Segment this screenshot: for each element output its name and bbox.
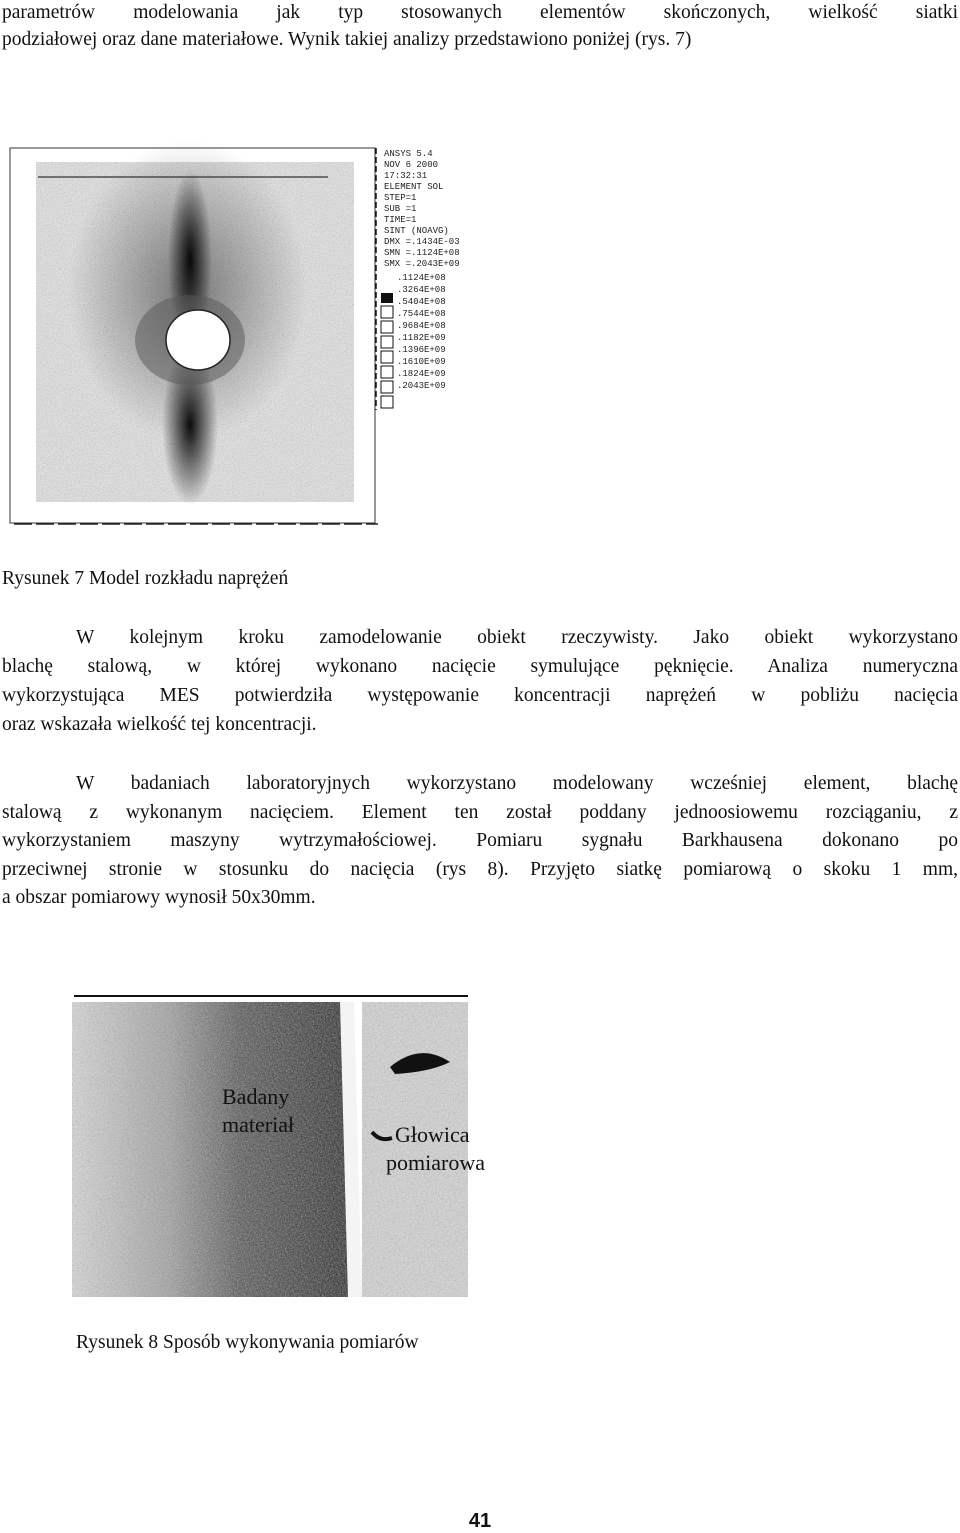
p2-line-4: przeciwnej stronie w stosunku do nacięcia (rys 8). Przyjęto siatkę pomiarową o skoku 1 mm, — [2, 859, 958, 880]
figure-8-caption: Rysunek 8 Sposób wykonywania pomiarów — [76, 1332, 419, 1353]
legend-header-line: SUB =1 — [384, 204, 417, 214]
legend-header-line: NOV 6 2000 — [384, 160, 439, 170]
notch-hole — [166, 310, 230, 370]
legend-value: .7544E+08 — [397, 309, 446, 319]
legend-text — [384, 149, 460, 391]
p2-line-3: wykorzystaniem maszyny wytrzymałościowej. Pomiaru sygnału Barkhausena dokonano po — [2, 830, 958, 851]
legend-header-line: DMX =.1434E-03 — [384, 237, 460, 247]
legend-value: .5404E+08 — [397, 297, 446, 307]
legend-header-line: TIME=1 — [384, 215, 417, 225]
legend-header-line: ELEMENT SOL — [384, 182, 444, 192]
label-sample-line2: materiał — [222, 1112, 295, 1137]
legend-header-line: 17:32:31 — [384, 171, 428, 181]
p1-line-2: blachę stalową, w której wykonano nacięcie symulujące pęknięcie. Analiza numeryczna — [2, 656, 958, 677]
legend-value: .3264E+08 — [397, 285, 446, 295]
figure-8-photo — [72, 992, 485, 1302]
legend-header-line: STEP=1 — [384, 193, 417, 203]
figure-7-stress-map — [8, 140, 463, 530]
legend-value: .1182E+09 — [397, 333, 446, 343]
legend-header-line: SINT (NOAVG) — [384, 226, 449, 236]
p1-line-3: wykorzystująca MES potwierdziła występowanie koncentracji naprężeń w pobliżu nacięcia — [2, 685, 958, 706]
intro-line-2: podziałowej oraz dane materiałowe. Wynik takiej analizy przedstawiono poniżej (rys. 7) — [2, 29, 692, 50]
legend-value: .1124E+08 — [397, 273, 446, 283]
legend-value: .9684E+08 — [397, 321, 446, 331]
p2-line-2: stalową z wykonanym nacięciem. Element ten został poddany jednoosiowemu rozciąganiu, z — [2, 802, 958, 823]
p2-line-1: W badaniach laboratoryjnych wykorzystano modelowany wcześniej element, blachę — [76, 773, 958, 794]
legend-header-line: SMN =.1124E+08 — [384, 248, 460, 258]
legend-value: .1610E+09 — [397, 357, 446, 367]
intro-line-1: parametrów modelowania jak typ stosowanych elementów skończonych, wielkość siatki — [2, 2, 958, 23]
legend-value: .1824E+09 — [397, 369, 446, 379]
p2-line-5: a obszar pomiarowy wynosił 50x30mm. — [2, 887, 316, 908]
figure-7-caption: Rysunek 7 Model rozkładu naprężeń — [2, 568, 289, 589]
label-head-line2: pomiarowa — [386, 1150, 485, 1175]
legend-header-line: SMX =.2043E+09 — [384, 259, 460, 269]
legend-boxes — [381, 293, 393, 408]
page-number: 41 — [468, 1510, 492, 1532]
legend-value: .2043E+09 — [397, 381, 446, 391]
legend-value: .1396E+09 — [397, 345, 446, 355]
p1-line-1: W kolejnym kroku zamodelowanie obiekt rzeczywisty. Jako obiekt wykorzystano — [76, 627, 958, 648]
label-sample-line1: Badany — [222, 1084, 290, 1109]
legend-header-line: ANSYS 5.4 — [384, 149, 433, 159]
p1-line-4: oraz wskazała wielkość tej koncentracji. — [2, 714, 317, 735]
label-head-line1: Głowica — [395, 1122, 470, 1147]
